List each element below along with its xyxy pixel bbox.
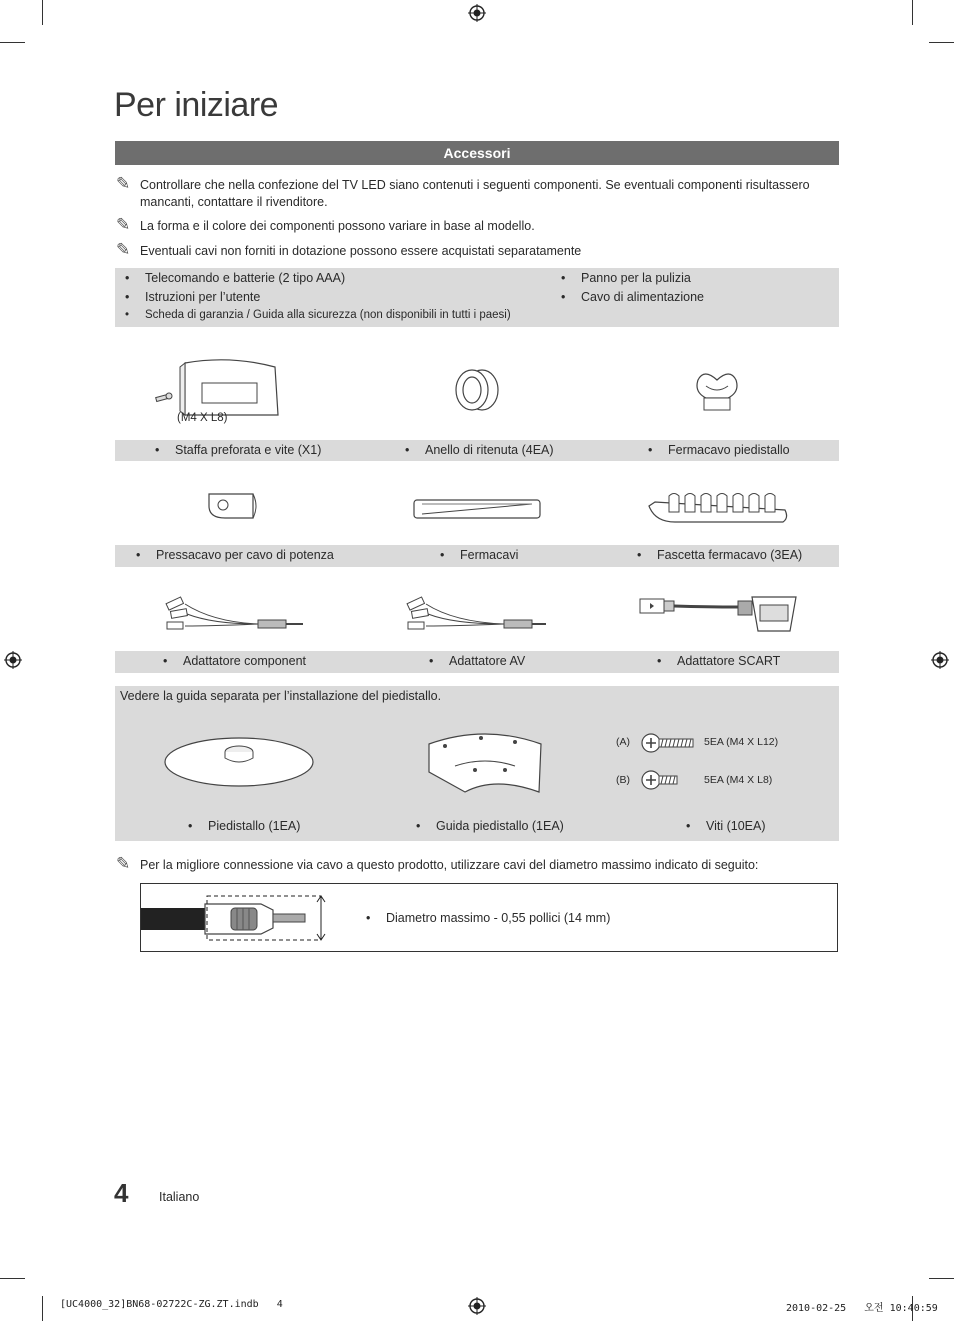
page-number: 4 bbox=[114, 1178, 129, 1208]
crop-mark bbox=[929, 42, 954, 43]
screw-b-tag: (B) bbox=[616, 774, 630, 786]
note bbox=[116, 174, 816, 211]
print-timestamp: 2010-02-25 오전 10:40:59 bbox=[786, 1303, 938, 1314]
included-items-panel bbox=[115, 268, 839, 327]
stand-base-icon bbox=[163, 736, 315, 788]
stand-guide-icon bbox=[425, 730, 545, 794]
crop-mark bbox=[42, 1296, 43, 1321]
pencil-note-icon: ✎ bbox=[116, 174, 131, 193]
note bbox=[116, 215, 816, 235]
crop-mark bbox=[0, 42, 25, 43]
accessory-label: • Pressacavo per cavo di potenza bbox=[156, 548, 334, 562]
stand-item-label: • Guida piedistallo (1EA) bbox=[436, 819, 564, 833]
screw-a-desc: 5EA (M4 X L12) bbox=[704, 736, 779, 748]
crop-mark bbox=[0, 1278, 25, 1279]
wire-holder-icon bbox=[645, 490, 790, 526]
accessory-label: • Adattatore AV bbox=[449, 654, 525, 668]
accessory-label: • Fermacavi bbox=[460, 548, 518, 562]
accessory-row bbox=[115, 545, 839, 567]
list-item: • Cavo di alimentazione bbox=[581, 290, 704, 304]
note bbox=[116, 854, 836, 874]
stand-item-label: • Piedistallo (1EA) bbox=[208, 819, 300, 833]
pencil-note-icon: ✎ bbox=[116, 215, 131, 234]
accessory-row bbox=[115, 440, 839, 461]
cable-tie-icon bbox=[412, 496, 542, 522]
crop-mark bbox=[42, 0, 43, 25]
component-adapter-icon bbox=[163, 596, 308, 636]
crop-mark bbox=[929, 1278, 954, 1279]
crop-mark bbox=[912, 0, 913, 25]
registration-mark-icon bbox=[931, 651, 949, 669]
stand-intro: Vedere la guida separata per l’installazione del piedistallo. bbox=[120, 689, 442, 703]
accessory-label: • Staffa preforata e vite (X1) bbox=[175, 443, 321, 457]
stand-cable-clip-icon bbox=[692, 366, 742, 414]
print-file-info: [UC4000_32]BN68-02722C-ZG.ZT.indb 4 bbox=[60, 1299, 283, 1310]
registration-mark-icon bbox=[468, 4, 486, 22]
registration-mark-icon bbox=[4, 651, 22, 669]
page-language: Italiano bbox=[159, 1190, 200, 1204]
av-adapter-icon bbox=[404, 596, 549, 636]
pencil-note-icon: ✎ bbox=[116, 240, 131, 259]
stand-item-label: • Viti (10EA) bbox=[706, 819, 766, 833]
screw-a-tag: (A) bbox=[616, 736, 630, 748]
list-item: • Scheda di garanzia / Guida alla sicurezza (non disponibili in tutti i paesi) bbox=[145, 309, 511, 321]
accessory-row bbox=[115, 651, 839, 673]
page-title: Per iniziare bbox=[114, 86, 279, 124]
registration-mark-icon bbox=[468, 1297, 486, 1315]
accessory-label: • Adattatore component bbox=[183, 654, 306, 668]
cable-diameter-spec: • Diametro massimo - 0,55 pollici (14 mm) bbox=[386, 911, 610, 925]
wall-bracket-icon bbox=[150, 355, 285, 420]
screw-b-desc: 5EA (M4 X L8) bbox=[704, 774, 773, 786]
pencil-note-icon: ✎ bbox=[116, 854, 131, 873]
power-cable-holder-icon bbox=[205, 490, 260, 522]
section-header: Accessori bbox=[115, 141, 839, 165]
accessory-label: • Anello di ritenuta (4EA) bbox=[425, 443, 554, 457]
note-text: Controllare che nella confezione del TV LED siano contenuti i seguenti componenti. Se eventuali componenti risultassero mancanti, contattare il rivenditore. bbox=[140, 178, 810, 209]
list-item: • Istruzioni per l’utente bbox=[145, 290, 260, 304]
accessory-label: • Adattatore SCART bbox=[677, 654, 780, 668]
cable-diameter-icon bbox=[141, 894, 331, 942]
screw-b-icon bbox=[641, 768, 681, 792]
accessory-label: • Fascetta fermacavo (3EA) bbox=[657, 548, 802, 562]
note-text: La forma e il colore dei componenti possono variare in base al modello. bbox=[140, 219, 535, 233]
list-item: • Telecomando e batterie (2 tipo AAA) bbox=[145, 271, 345, 285]
screw-size-label: (M4 X L8) bbox=[177, 412, 228, 424]
cable-diameter-box bbox=[140, 883, 838, 952]
screw-a-icon bbox=[641, 731, 697, 755]
scart-adapter-icon bbox=[638, 593, 800, 637]
note bbox=[116, 240, 816, 260]
note-text: Eventuali cavi non forniti in dotazione possono essere acquistati separatamente bbox=[140, 244, 582, 258]
list-item: • Panno per la pulizia bbox=[581, 271, 691, 285]
note-text: Per la migliore connessione via cavo a questo prodotto, utilizzare cavi del diametro massimo indicato di seguito: bbox=[140, 858, 759, 872]
holder-ring-icon bbox=[452, 368, 502, 413]
stand-panel bbox=[115, 686, 839, 841]
accessory-label: • Fermacavo piedistallo bbox=[668, 443, 790, 457]
